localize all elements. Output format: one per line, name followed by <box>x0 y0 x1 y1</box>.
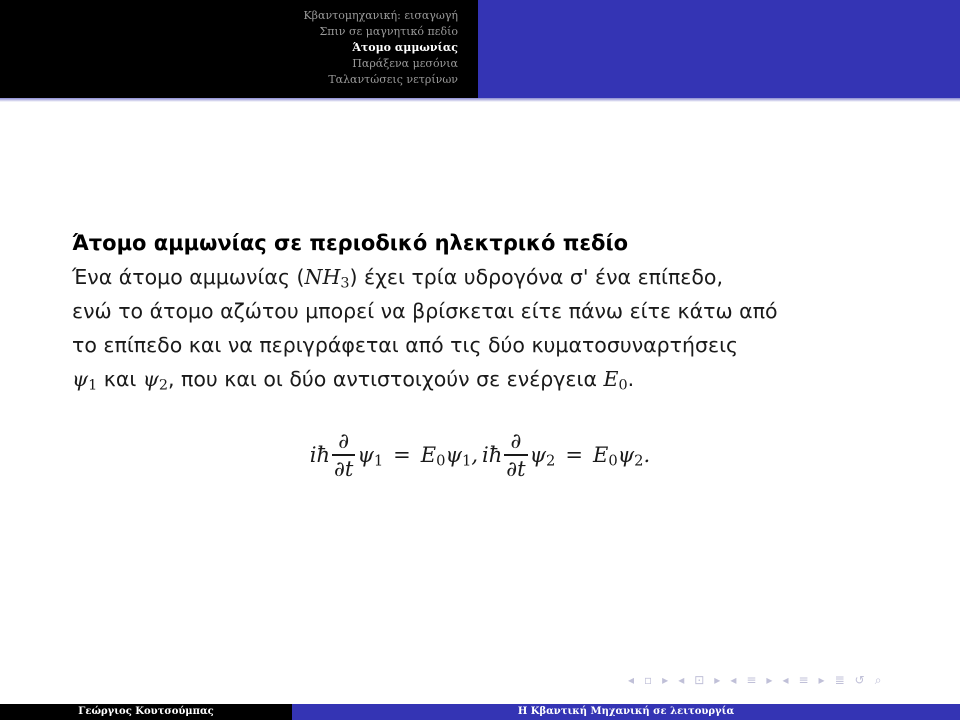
energy-psi-1-term <box>420 442 478 470</box>
psi-symbol: ψ <box>445 442 462 467</box>
paragraph-line-4 <box>72 362 892 396</box>
comma: , <box>471 442 478 467</box>
text-fragment: . <box>627 367 635 391</box>
psi-1-term <box>357 442 384 470</box>
psi-subscript: 1 <box>373 452 384 470</box>
text-fragment: , που και οι δύο αντιστοιχούν σε ενέργεια <box>168 367 604 391</box>
body-paragraph <box>72 260 892 396</box>
formula-nh3 <box>304 265 350 292</box>
section-link-neutrino-oscillations[interactable]: Ταλαντώσεις νετρίνων <box>328 73 458 86</box>
time-derivative-1 <box>332 428 355 482</box>
paragraph-line-1 <box>72 260 892 294</box>
derivative-numerator: ∂ <box>338 429 350 453</box>
headline <box>0 0 960 98</box>
derivative-numerator: ∂ <box>510 429 522 453</box>
nav-prev-section-icon[interactable]: ◂ <box>730 673 737 687</box>
nav-prev-document-icon[interactable]: ◂ <box>782 673 789 687</box>
section-link-ammonia[interactable]: Άτομο αμμωνίας <box>352 41 458 54</box>
psi-2 <box>142 367 169 394</box>
header-shadow <box>0 98 960 102</box>
equals-sign-2: = <box>565 442 583 467</box>
paragraph-line-2: ενώ το άτομο αζώτου μπορεί να βρίσκεται είτε πάνω είτε κάτω από <box>72 299 778 323</box>
paragraph-line-3: το επίπεδο και να περιγράφεται από τις δύο κυματοσυναρτήσεις <box>72 333 739 357</box>
section-link-spin-magnetic[interactable]: Σπιν σε μαγνητικό πεδίο <box>319 25 458 38</box>
footer-talk-title: Η Κβαντική Μηχανική σε λειτουργία <box>292 704 960 720</box>
nav-section-icon[interactable]: ≡ <box>746 673 757 687</box>
psi-1 <box>72 367 98 394</box>
schrodinger-equation <box>0 428 960 482</box>
ih-bar-1: iħ <box>309 442 331 467</box>
psi-symbol: ψ <box>529 442 547 467</box>
section-link-quantum-intro[interactable]: Κβαντομηχανική: εισαγωγή <box>303 9 458 22</box>
nav-next-section-icon[interactable]: ▸ <box>766 673 773 687</box>
psi-subscript: 2 <box>158 377 169 394</box>
psi-subscript: 1 <box>88 377 98 394</box>
nav-search-icon[interactable]: ⌕ <box>874 672 882 687</box>
section-link-strange-mesons[interactable]: Παράξενα μεσόνια <box>352 57 458 70</box>
energy-symbol: E <box>420 442 437 467</box>
nav-next-frame-icon[interactable]: ▸ <box>662 673 669 687</box>
psi-symbol: ψ <box>72 367 89 391</box>
energy-subscript: 0 <box>436 452 446 470</box>
derivative-denominator: ∂t <box>334 456 354 481</box>
footline <box>0 704 960 720</box>
nav-prev-frame-icon[interactable]: ◂ <box>628 673 635 687</box>
nav-next-subsection-icon[interactable]: ▸ <box>714 673 721 687</box>
text-fragment: Ένα άτομο αμμωνίας ( <box>72 265 305 289</box>
psi-2-term <box>529 442 556 470</box>
energy-subscript: 0 <box>608 452 618 470</box>
time-derivative-2 <box>504 428 527 482</box>
footer-author: Γεώργιος Κουτσούμπας <box>0 704 292 720</box>
nav-back-icon[interactable]: ↺ <box>854 673 865 687</box>
psi-symbol: ψ <box>142 367 159 391</box>
energy-symbol: E <box>593 442 609 467</box>
nav-next-document-icon[interactable]: ▸ <box>818 673 825 687</box>
nav-prev-subsection-icon[interactable]: ◂ <box>678 673 685 687</box>
nav-document-icon[interactable]: ≡ <box>798 673 809 687</box>
text-fragment: και <box>97 367 143 391</box>
energy-psi-2-term <box>593 442 651 470</box>
psi-subscript: 2 <box>546 452 556 470</box>
energy-subscript: 0 <box>618 377 628 394</box>
period: . <box>643 442 651 467</box>
section-navigation <box>0 0 478 98</box>
psi-symbol: ψ <box>357 442 374 467</box>
energy-symbol: E <box>603 367 619 391</box>
ih-bar-2: iħ <box>482 442 503 467</box>
nav-frame-icon[interactable]: ▫ <box>644 673 653 687</box>
energy-e0 <box>603 367 628 394</box>
psi-subscript: 2 <box>634 452 644 470</box>
equals-sign-1: = <box>393 442 411 467</box>
formula-base: NH <box>304 265 341 289</box>
nav-appendix-icon[interactable]: ≣ <box>834 673 845 687</box>
psi-symbol: ψ <box>617 442 635 467</box>
psi-subscript: 1 <box>461 452 472 470</box>
beamer-navigation-symbols <box>628 671 881 689</box>
nav-subsection-icon[interactable]: ⊡ <box>694 673 705 687</box>
frame-title: Άτομο αμμωνίας σε περιοδικό ηλεκτρικό πεδίο <box>72 231 629 255</box>
text-fragment: ) έχει τρία υδρογόνα σ' ένα επίπεδο, <box>349 265 723 289</box>
headline-blue-band <box>478 0 960 98</box>
formula-subscript: 3 <box>340 275 350 292</box>
derivative-denominator: ∂t <box>506 456 526 481</box>
